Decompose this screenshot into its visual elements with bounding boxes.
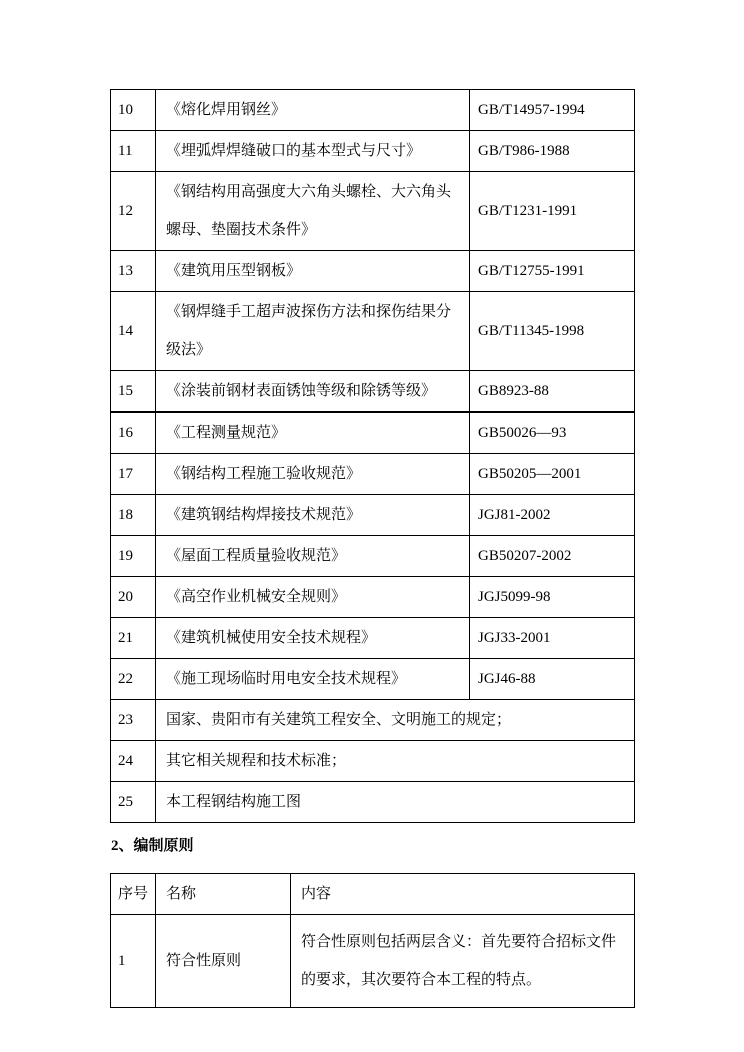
row-number-cell: 21 [111, 618, 156, 659]
row-number-cell: 22 [111, 659, 156, 700]
row-number-cell: 11 [111, 131, 156, 172]
standard-code-cell: JGJ5099-98 [470, 577, 635, 618]
section-heading: 2、编制原则 [111, 838, 194, 854]
standard-title-cell: 《屋面工程质量验收规范》 [156, 536, 470, 577]
standards-table [110, 89, 635, 823]
principles-table-row [111, 915, 635, 1008]
row-number-cell: 12 [111, 172, 156, 251]
standard-title-cell: 《钢结构用高强度大六角头螺栓、大六角头螺母、垫圈技术条件》 [156, 172, 470, 251]
standard-code-cell: JGJ46-88 [470, 659, 635, 700]
standards-table-row [111, 172, 635, 251]
standard-title-cell: 《钢结构工程施工验收规范》 [156, 454, 470, 495]
standard-code-cell: GB50207-2002 [470, 536, 635, 577]
standard-code-cell: GB50026—93 [470, 412, 635, 454]
standard-title-cell: 《埋弧焊焊缝破口的基本型式与尺寸》 [156, 131, 470, 172]
standard-code-cell: GB50205—2001 [470, 454, 635, 495]
standards-table-row [111, 412, 635, 454]
standards-table-row [111, 700, 635, 741]
standard-title-cell: 本工程钢结构施工图 [156, 782, 635, 823]
row-number-cell: 23 [111, 700, 156, 741]
standard-title-cell: 《熔化焊用钢丝》 [156, 90, 470, 131]
principles-header-row [111, 874, 635, 915]
standards-table-row [111, 495, 635, 536]
header-cell-content: 内容 [291, 874, 635, 915]
standard-title-cell: 《涂装前钢材表面锈蚀等级和除锈等级》 [156, 371, 470, 413]
standards-table-row [111, 659, 635, 700]
standards-table-row [111, 782, 635, 823]
standards-table-row [111, 131, 635, 172]
row-number-cell: 10 [111, 90, 156, 131]
row-number-cell: 16 [111, 412, 156, 454]
standards-table-row [111, 90, 635, 131]
standard-title-cell: 《高空作业机械安全规则》 [156, 577, 470, 618]
standard-title-cell: 《钢焊缝手工超声波探伤方法和探伤结果分级法》 [156, 292, 470, 371]
standards-table-row [111, 618, 635, 659]
principles-table [110, 873, 635, 1008]
standards-table-row [111, 251, 635, 292]
standard-code-cell: GB/T1231-1991 [470, 172, 635, 251]
header-cell-number: 序号 [111, 874, 156, 915]
row-number-cell: 15 [111, 371, 156, 413]
standard-title-cell: 《建筑机械使用安全技术规程》 [156, 618, 470, 659]
standard-title-cell: 《工程测量规范》 [156, 412, 470, 454]
standard-code-cell: GB/T986-1988 [470, 131, 635, 172]
standard-code-cell: GB/T14957-1994 [470, 90, 635, 131]
row-number-cell: 17 [111, 454, 156, 495]
standards-table-row [111, 454, 635, 495]
standard-code-cell: JGJ33-2001 [470, 618, 635, 659]
row-number-cell: 18 [111, 495, 156, 536]
standards-table-row [111, 536, 635, 577]
standard-title-cell: 其它相关规程和技术标准； [156, 741, 635, 782]
standard-title-cell: 《施工现场临时用电安全技术规程》 [156, 659, 470, 700]
row-number-cell: 19 [111, 536, 156, 577]
standards-table-row [111, 371, 635, 413]
principle-content-cell: 符合性原则包括两层含义：首先要符合招标文件的要求，其次要符合本工程的特点。 [291, 915, 635, 1008]
standard-code-cell: JGJ81-2002 [470, 495, 635, 536]
row-number-cell: 14 [111, 292, 156, 371]
standard-title-cell: 国家、贵阳市有关建筑工程安全、文明施工的规定； [156, 700, 635, 741]
principle-name-cell: 符合性原则 [156, 915, 291, 1008]
standards-table-row [111, 577, 635, 618]
standard-code-cell: GB8923-88 [470, 371, 635, 413]
standard-code-cell: GB/T11345-1998 [470, 292, 635, 371]
row-number-cell: 24 [111, 741, 156, 782]
row-number-cell: 25 [111, 782, 156, 823]
standards-table-row [111, 292, 635, 371]
row-number-cell: 13 [111, 251, 156, 292]
header-cell-name: 名称 [156, 874, 291, 915]
standard-code-cell: GB/T12755-1991 [470, 251, 635, 292]
standard-title-cell: 《建筑钢结构焊接技术规范》 [156, 495, 470, 536]
row-number-cell: 20 [111, 577, 156, 618]
standard-title-cell: 《建筑用压型钢板》 [156, 251, 470, 292]
standards-table-row [111, 741, 635, 782]
row-number-cell: 1 [111, 915, 156, 1008]
